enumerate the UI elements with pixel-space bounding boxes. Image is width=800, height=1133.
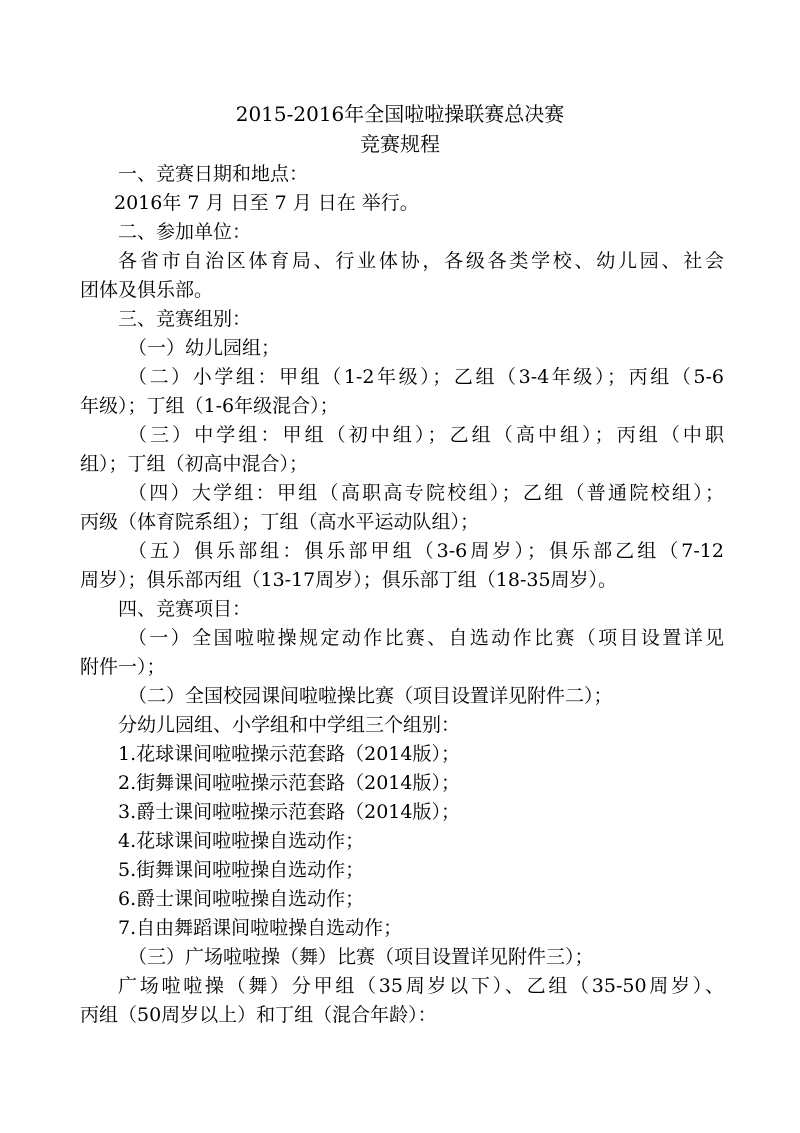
document-subtitle: 竞赛规程 xyxy=(360,132,440,156)
list-item: 5.街舞课间啦啦操自选动作； xyxy=(118,859,365,881)
group-item: （三）中学组：甲组（初中组）；乙组（高中组）；丙组（中职 xyxy=(128,424,724,446)
group-item: （五）俱乐部组：俱乐部甲组（3-6周岁）；俱乐部乙组（7-12 xyxy=(128,540,724,562)
document-body xyxy=(80,160,724,1030)
list-item: 6.爵士课间啦啦操自选动作； xyxy=(118,888,365,910)
paragraph-line: 广场啦啦操（舞）分甲组（35周岁以下）、乙组（35-50周岁）、 xyxy=(118,975,724,997)
paragraph-line: 丙级（体育院系组）；丁组（高水平运动队组）； xyxy=(80,511,480,533)
event-item: （二）全国校园课间啦啦操比赛（项目设置详见附件二）； xyxy=(128,685,613,707)
section-heading-events: 四、竞赛项目： xyxy=(118,598,252,620)
paragraph-line: 年级）；丁组（1-6年级混合）； xyxy=(80,395,339,417)
date-location-line: 2016年 7 月 日至 7 月 日在 举行。 xyxy=(114,192,419,214)
list-item: 3.爵士课间啦啦操示范套路（2014版）； xyxy=(118,801,460,823)
paragraph-line: 周岁）；俱乐部丙组（13-17周岁）；俱乐部丁组（18-35周岁）。 xyxy=(80,569,618,591)
list-item: 1.花球课间啦啦操示范套路（2014版）； xyxy=(118,743,460,765)
group-item: （四）大学组：甲组（高职高专院校组）；乙组（普通院校组）； xyxy=(128,482,724,504)
list-item: 4.花球课间啦啦操自选动作； xyxy=(118,830,365,852)
group-item: （一）幼儿园组； xyxy=(128,337,281,359)
paragraph-line: 分幼儿园组、小学组和中学组三个组别： xyxy=(118,714,461,736)
paragraph-line: 丙组（50周岁以上）和丁组（混合年龄）： xyxy=(80,1004,437,1026)
section-heading-groups: 三、竞赛组别： xyxy=(118,308,252,330)
paragraph-line: 组）；丁组（初高中混合）； xyxy=(80,453,309,475)
document-title: 2015-2016年全国啦啦操联赛总决赛 xyxy=(235,102,565,126)
paragraph-line: 附件一）； xyxy=(80,656,166,678)
event-item: （一）全国啦啦操规定动作比赛、自选动作比赛（项目设置详见 xyxy=(128,627,724,649)
list-item: 7.自由舞蹈课间啦啦操自选动作； xyxy=(118,917,403,939)
paragraph-line: 团体及俱乐部。 xyxy=(80,279,214,301)
list-item: 2.街舞课间啦啦操示范套路（2014版）； xyxy=(118,772,460,794)
paragraph-line: 各省市自治区体育局、行业体协，各级各类学校、幼儿园、社会 xyxy=(118,250,724,272)
event-item: （三）广场啦啦操（舞）比赛（项目设置详见附件三）； xyxy=(128,946,594,968)
group-item: （二）小学组：甲组（1-2年级）；乙组（3-4年级）；丙组（5-6 xyxy=(128,366,724,388)
section-heading-participants: 二、参加单位： xyxy=(118,221,252,243)
section-heading-date: 一、竞赛日期和地点： xyxy=(118,163,309,185)
